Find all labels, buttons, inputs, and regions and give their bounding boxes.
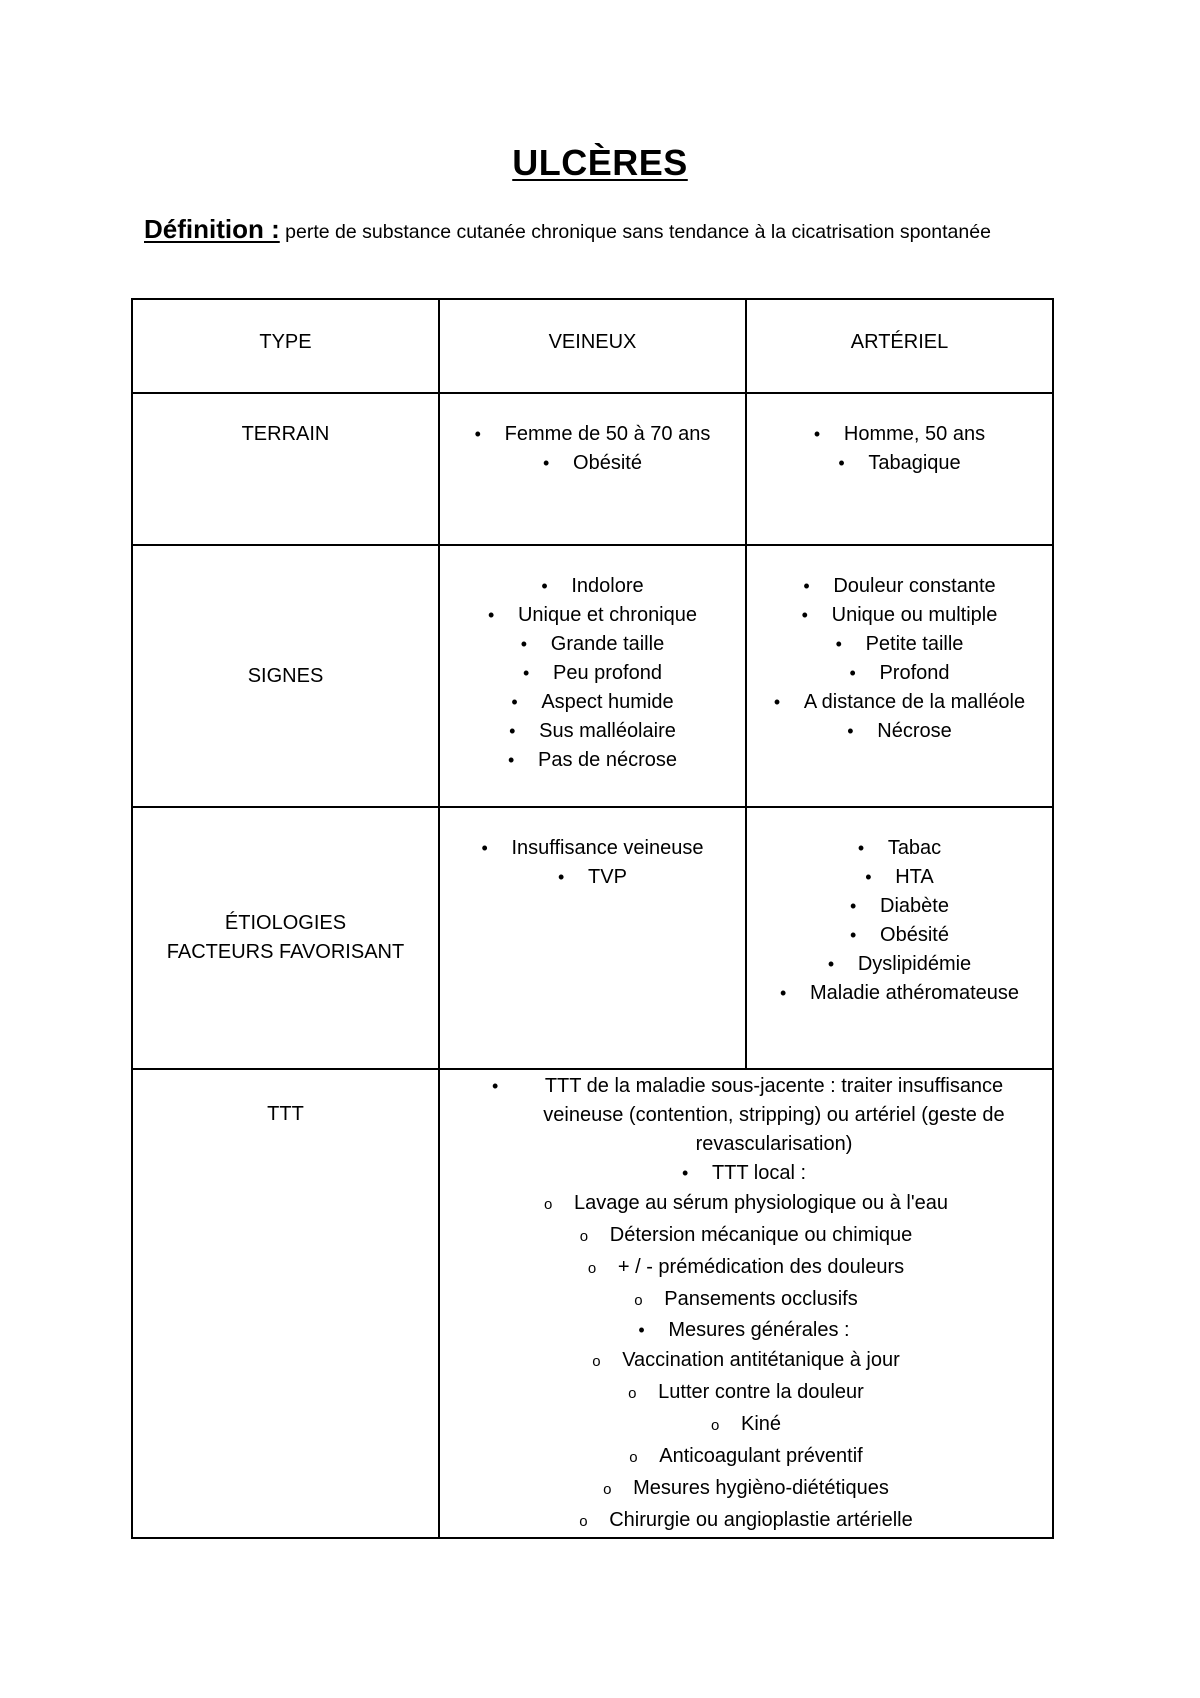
list-item: o Détersion mécanique ou chimique <box>454 1220 1038 1252</box>
bullet-icon: • <box>541 576 548 596</box>
bullet-icon: • <box>520 634 528 654</box>
bullet-icon: • <box>801 605 808 625</box>
cell-terrain-label: TERRAIN <box>132 393 439 545</box>
bullet-icon: • <box>838 453 845 473</box>
page-title: ULCÈRES <box>512 142 688 183</box>
list-item: o Vaccination antitétanique à jour <box>454 1345 1038 1377</box>
cell-header-arteriel: ARTÉRIEL <box>746 299 1053 393</box>
bullet-icon: • <box>827 954 835 974</box>
table-row-type <box>132 299 1053 393</box>
list-item: • Tabagique <box>753 449 1046 478</box>
etiologies-label-line2: FACTEURS FAVORISANT <box>166 941 405 963</box>
bullet-icon: • <box>865 867 872 887</box>
bullet-icon: • <box>849 663 856 683</box>
table-row-ttt <box>132 1069 1053 1538</box>
list-item: • Tabac <box>753 834 1046 863</box>
list-item: • Obésité <box>753 921 1046 950</box>
definition-term: Définition : <box>144 214 280 244</box>
bullet-icon: • <box>835 634 842 654</box>
sub-bullet-icon: o <box>710 1417 720 1434</box>
list-item: • Diabète <box>753 892 1046 921</box>
bullet-icon: • <box>850 925 857 945</box>
bullet-icon: • <box>638 1320 645 1340</box>
sub-bullet-icon: o <box>629 1449 638 1466</box>
list-item: • Sus malléolaire <box>446 717 739 746</box>
list-item: • HTA <box>753 863 1046 892</box>
bullet-icon: • <box>773 692 781 712</box>
list-item: o Pansements occlusifs <box>454 1284 1038 1316</box>
bullet-icon: • <box>481 838 488 858</box>
definition-paragraph <box>144 216 1044 246</box>
bullet-icon: • <box>847 721 854 741</box>
cell-etiologies-veineux <box>439 807 746 1069</box>
list-item: • Mesures générales : <box>454 1316 1038 1345</box>
list-item: • Grande taille <box>446 630 739 659</box>
table-row-etiologies <box>132 807 1053 1069</box>
list-item: • Indolore <box>446 572 739 601</box>
list-item: o + / - prémédication des douleurs <box>454 1252 1038 1284</box>
list-item: • TTT de la maladie sous-jacente : traiter insuffisance veineuse (contention, stripping) ou artériel (geste de revascularisation) <box>454 1072 1038 1159</box>
sub-bullet-icon: o <box>587 1260 597 1277</box>
cell-signes-label: SIGNES <box>132 545 439 807</box>
cell-type-label: TYPE <box>132 299 439 393</box>
list-item: • Unique ou multiple <box>753 601 1046 630</box>
table-row-signes <box>132 545 1053 807</box>
sub-bullet-icon: o <box>628 1385 637 1402</box>
list-item: • Unique et chronique <box>446 601 739 630</box>
cell-ttt-content <box>439 1069 1053 1538</box>
sub-bullet-icon: o <box>592 1353 601 1370</box>
bullet-icon: • <box>803 576 810 596</box>
sub-bullet-icon: o <box>543 1196 553 1213</box>
cell-signes-arteriel <box>746 545 1053 807</box>
bullet-icon: • <box>857 838 865 858</box>
list-item: • Douleur constante <box>753 572 1046 601</box>
definition-text: perte de substance cutanée chronique sans tendance à la cicatrisation spontanée <box>279 221 991 243</box>
sub-bullet-icon: o <box>603 1481 612 1498</box>
cell-signes-veineux <box>439 545 746 807</box>
list-item: • Obésité <box>446 449 739 478</box>
list-item: o Lutter contre la douleur <box>454 1377 1038 1409</box>
list-item: • A distance de la malléole <box>753 688 1046 717</box>
list-item: • Maladie athéromateuse <box>753 979 1046 1008</box>
bullet-icon: • <box>508 750 515 770</box>
bullet-icon: • <box>850 896 857 916</box>
cell-terrain-arteriel <box>746 393 1053 545</box>
list-item: • TTT local : <box>454 1159 1038 1188</box>
bullet-icon: • <box>487 605 495 625</box>
list-item: o Kiné <box>454 1409 1038 1441</box>
cell-etiologies-arteriel <box>746 807 1053 1069</box>
list-item: o Lavage au sérum physiologique ou à l'eau <box>454 1188 1038 1220</box>
ulcer-comparison-table <box>131 298 1054 1539</box>
bullet-icon: • <box>492 1076 499 1096</box>
table-row-terrain <box>132 393 1053 545</box>
list-item: • Insuffisance veineuse <box>446 834 739 863</box>
list-item: • Nécrose <box>753 717 1046 746</box>
bullet-icon: • <box>523 663 530 683</box>
list-item: o Chirurgie ou angioplastie artérielle <box>454 1505 1038 1537</box>
bullet-icon: • <box>509 721 516 741</box>
list-item: • Aspect humide <box>446 688 739 717</box>
list-item: o Anticoagulant préventif <box>454 1441 1038 1473</box>
list-item: • Homme, 50 ans <box>753 420 1046 449</box>
bullet-icon: • <box>543 453 550 473</box>
sub-bullet-icon: o <box>634 1292 643 1309</box>
bullet-icon: • <box>681 1163 689 1183</box>
bullet-icon: • <box>511 692 518 712</box>
sub-bullet-icon: o <box>579 1228 589 1245</box>
list-item: o Mesures hygièno-diététiques <box>454 1473 1038 1505</box>
etiologies-label-line1: ÉTIOLOGIES <box>224 912 347 934</box>
list-item: • Peu profond <box>446 659 739 688</box>
cell-etiologies-label <box>132 807 439 1069</box>
cell-terrain-veineux <box>439 393 746 545</box>
sub-bullet-icon: o <box>579 1513 588 1530</box>
cell-header-veineux: VEINEUX <box>439 299 746 393</box>
list-item: • Femme de 50 à 70 ans <box>446 420 739 449</box>
list-item: • Profond <box>753 659 1046 688</box>
bullet-icon: • <box>779 983 787 1003</box>
bullet-icon: • <box>813 424 821 444</box>
list-item: • Dyslipidémie <box>753 950 1046 979</box>
list-item: • Pas de nécrose <box>446 746 739 775</box>
cell-ttt-label: TTT <box>132 1069 439 1538</box>
bullet-icon: • <box>474 424 481 444</box>
list-item: • Petite taille <box>753 630 1046 659</box>
list-item: • TVP <box>446 863 739 892</box>
bullet-icon: • <box>558 867 565 887</box>
